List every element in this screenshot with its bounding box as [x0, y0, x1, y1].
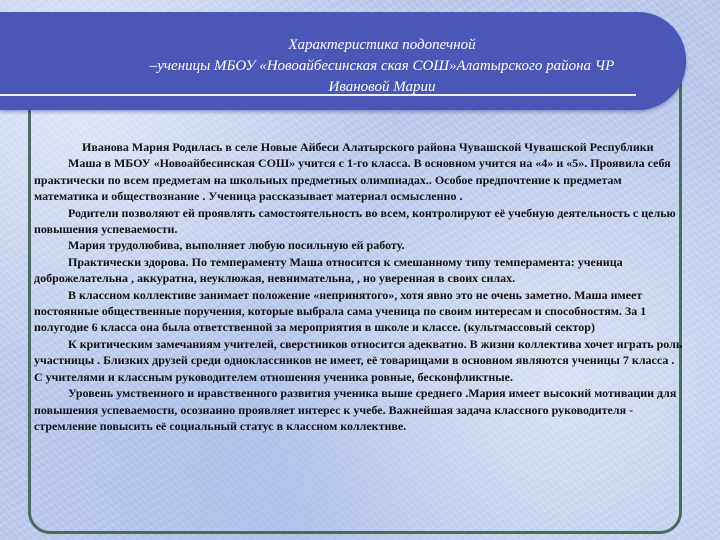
characteristic-text [34, 139, 684, 434]
paragraph-development: Уровень умственного и нравственного развития ученика выше среднего .Мария имеет высокий мотивации для повышения успеваемости, осознанно проявляет интерес к учебе. Важнейшая задача классного руководителя - стремление повысить её социальный статус в классном коллективе. [34, 386, 677, 433]
paragraph-health: Практически здорова. По темпераменту Маша относится к смешанному типу темперамента: ученица доброжелательна , аккуратна, неуклюжая, невнимательна, , но уверенная в своих силах. [34, 254, 623, 286]
page-title [82, 35, 682, 98]
title-line-1: Характеристика подопечной [288, 37, 476, 53]
title-line-3: Ивановой Марии [328, 79, 436, 95]
paragraph-criticism: К критическим замечаниям учителей, сверстников относится адекватно. В жизни коллектива хочет играть роль участницы . Близких друзей среди одноклассников не имеет, её товарищами в основном являются ученицы 7 класса . С учителями и классным руководителем отношения ученика ровные, бесконфликтные. [34, 336, 683, 384]
paragraph-diligence: Мария трудолюбива, выполняет любую посильную ей работу. [68, 238, 405, 253]
paragraph-parents: Родители позволяют ей проявлять самостоятельность во всем, контролируют её учебную деятельность с целью повышения успеваемости. [34, 205, 676, 237]
paragraph-birthplace: Иванова Мария Родилась в селе Новые Айбеси Алатырского района Чувашской Чувашской Республики [82, 140, 654, 154]
title-line-2: –ученицы МБОУ «Новоайбесинская ская СОШ»Алатырского района ЧР [149, 58, 615, 74]
paragraph-class-position: В классном коллективе занимает положение «непринятого», хотя явно это не очень заметно. Маша имеет постоянные общественные поручения, которые выбрала сама ученица по своим интересам и способностям. За 1 полугодие 6 класса она была ответственной за мероприятия в школе и классе. (культмассовый сектор) [34, 287, 647, 335]
paragraph-studies: Маша в МБОУ «Новоайбесинская СОШ» учится с 1-го класса. В основном учится на «4» и «5». Проявила себя практически по всем предметам на школьных предметных олимпиадах.. Особое предпочтение к предметам математика и обществознание . Ученица рассказывает материал осмысленно . [34, 156, 671, 204]
